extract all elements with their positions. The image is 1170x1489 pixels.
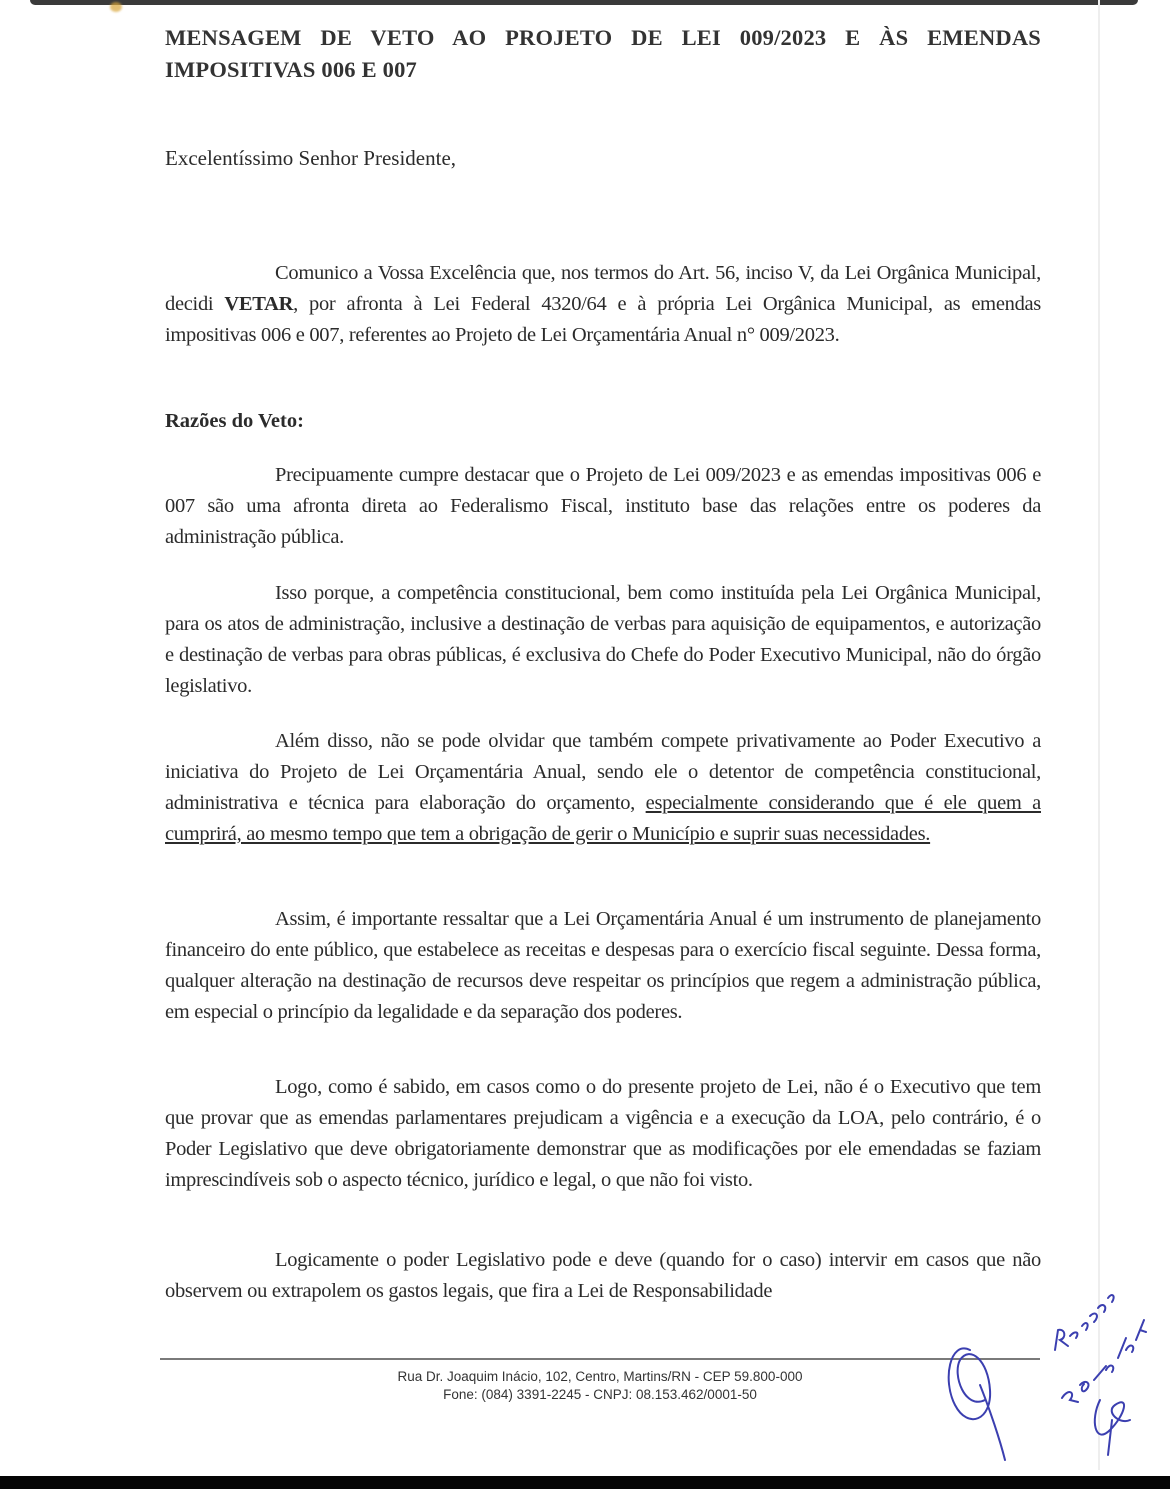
reason-paragraph-5: Logo, como é sabido, em casos como o do presente projeto de Lei, não é o Executivo que tem que provar que as emendas parlamentares prejudicam a vigência e a execução da LOA, pelo contrário, é o Poder Legislativo que deve obrigatoriamente demonstrar que as modificações por ele emendadas se faziam imprescindíveis sob o aspecto técnico, jurídico e legal, o que não foi visto.	[165, 1076, 1041, 1191]
scan-bottom-edge	[0, 1476, 1170, 1489]
received-stamp-text	[1055, 1295, 1114, 1350]
footer	[300, 1368, 900, 1404]
initials	[1095, 1400, 1130, 1455]
footer-contact: Fone: (084) 3391-2245 - CNPJ: 08.153.462/0001-50	[443, 1387, 757, 1402]
salutation: Excelentíssimo Senhor Presidente,	[165, 146, 457, 170]
document-title: MENSAGEM DE VETO AO PROJETO DE LEI 009/2023 E ÀS EMENDAS IMPOSITIVAS 006 E 007	[165, 25, 1041, 82]
document-page	[165, 22, 1041, 1302]
signature-loop	[949, 1348, 1005, 1460]
scan-top-edge	[30, 0, 1138, 5]
page-right-edge	[1098, 0, 1100, 1470]
footer-address: Rua Dr. Joaquim Inácio, 102, Centro, Martins/RN - CEP 59.800-000	[397, 1369, 803, 1384]
reasons-heading: Razões do Veto:	[165, 410, 304, 432]
reason-paragraph-3-underlined: especialmente considerando que é ele quem a cumprirá, ao mesmo tempo que tem a obrigação de gerir o Município e suprir suas necessidades.	[165, 792, 1041, 845]
reason-paragraph-6: Logicamente o poder Legislativo pode e deve (quando for o caso) intervir em casos que não observem ou extrapolem os gastos legais, que fira a Lei de Responsabilidade	[165, 1249, 1041, 1302]
reason-paragraph-3-text: Além disso, não se pode olvidar que também compete privativamente ao Poder Executivo a iniciativa do Projeto de Lei Orçamentária Anual, sendo ele o detentor de competência constitucional, administrativa e técnica para elaboração do orçamento,	[165, 730, 1041, 814]
reason-paragraph-4: Assim, é importante ressaltar que a Lei Orçamentária Anual é um instrumento de planejamento financeiro do ente público, que estabelece as receitas e despesas para o exercício fiscal seguinte. Dessa forma, qualquer alteração na destinação de recursos deve respeitar os princípios que regem a administração pública, em especial o princípio da legalidade e da separação dos poderes.	[165, 908, 1041, 1023]
intro-paragraph	[165, 258, 1041, 351]
veto-keyword: VETAR	[224, 293, 294, 315]
handwritten-signature	[930, 1280, 1170, 1470]
footer-divider	[160, 1358, 1040, 1360]
intro-text-after: , por afronta à Lei Federal 4320/64 e à própria Lei Orgânica Municipal, as emendas impositivas 006 e 007, referentes ao Projeto de Lei Orçamentária Anual n° 009/2023.	[165, 293, 1041, 346]
reason-paragraph-3	[165, 726, 1041, 850]
reason-paragraph-2: Isso porque, a competência constitucional, bem como instituída pela Lei Orgânica Municipal, para os atos de administração, inclusive a destinação de verbas para aquisição de equipamentos, e autorização e destinação de verbas para obras públicas, é exclusiva do Chefe do Poder Executivo Municipal, não do órgão legislativo.	[165, 582, 1041, 697]
paper-stain	[110, 2, 122, 12]
reason-paragraph-1: Precipuamente cumpre destacar que o Projeto de Lei 009/2023 e as emendas impositivas 006 e 007 são uma afronta direta ao Federalismo Fiscal, instituto base das relações entre os poderes da administração pública.	[165, 464, 1041, 548]
intro-text-before: Comunico a Vossa Excelência que, nos termos do Art. 56, inciso V, da Lei Orgânica Municipal, decidi	[165, 262, 1041, 315]
